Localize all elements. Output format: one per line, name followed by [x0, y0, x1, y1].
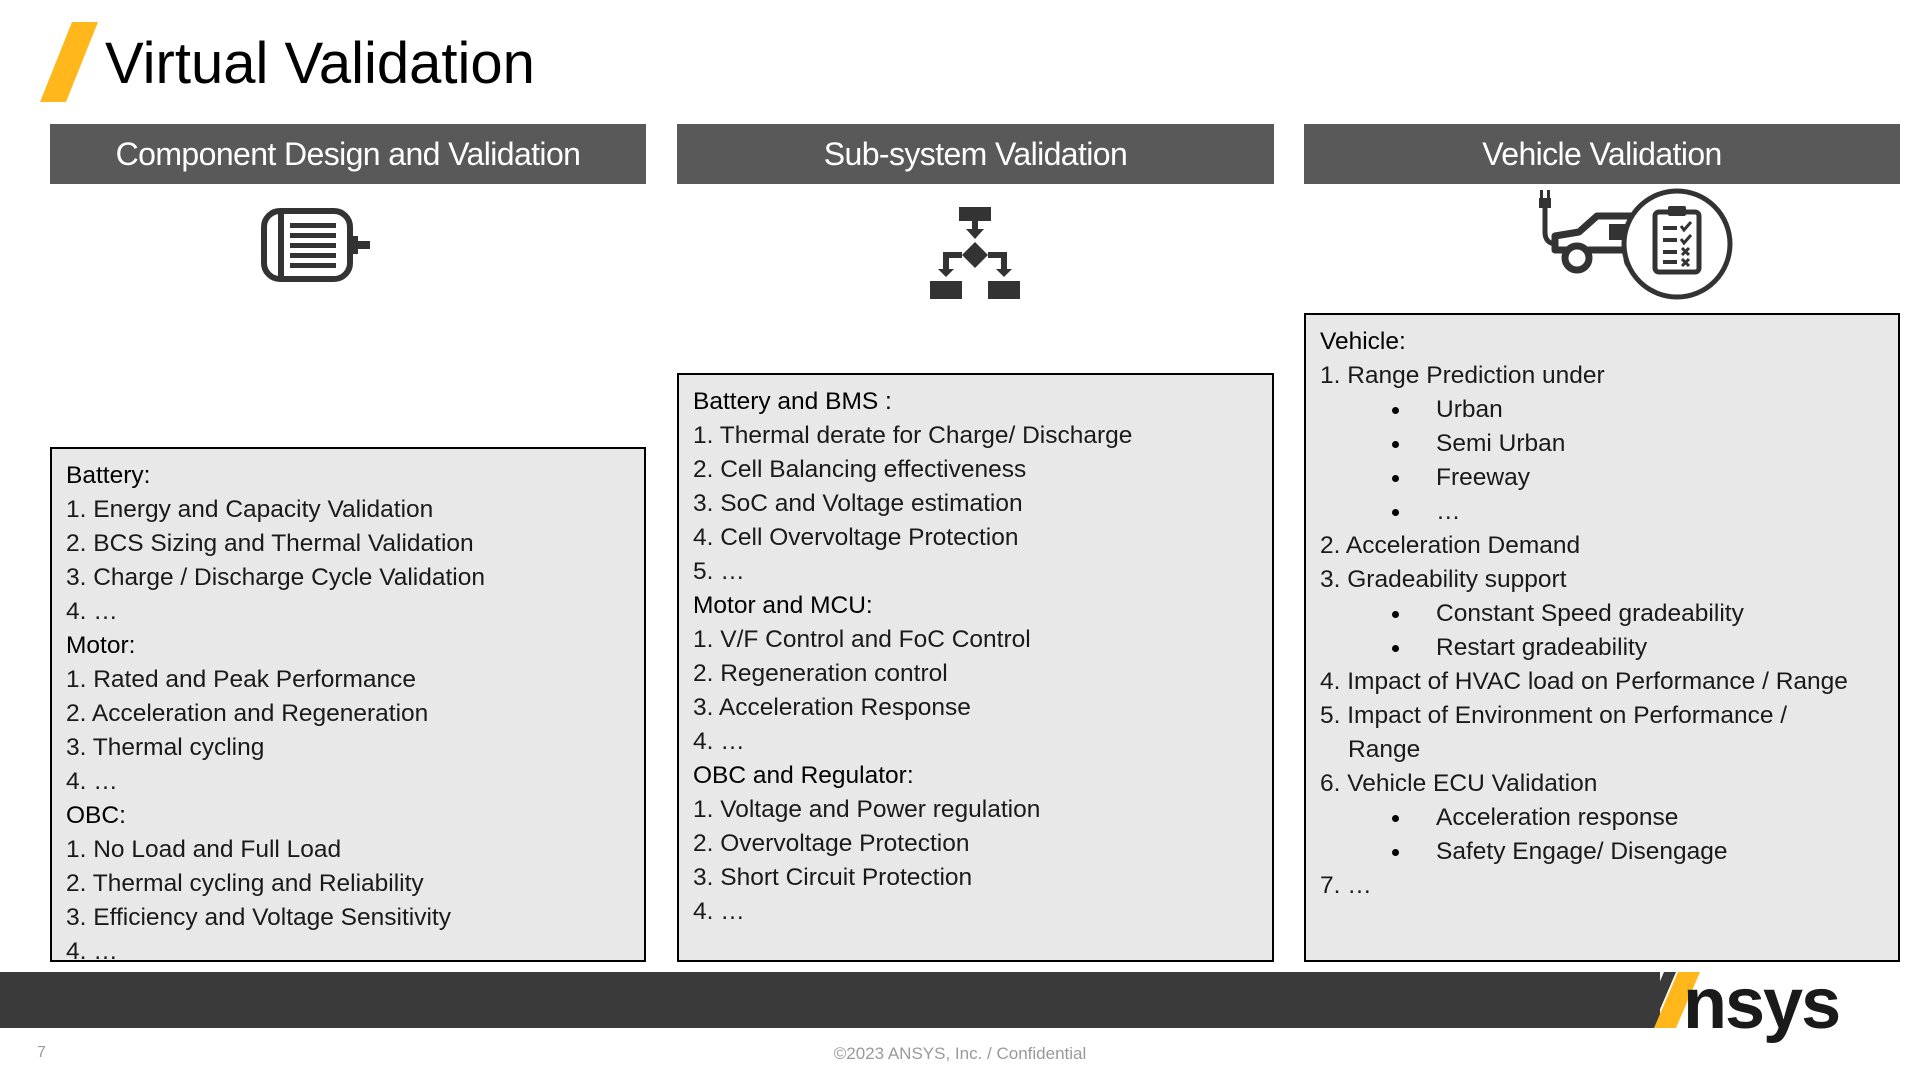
section-heading: Vehicle: — [1320, 328, 1406, 355]
list-item: 2. Cell Balancing effectiveness — [693, 456, 1027, 483]
bullet-item: Acceleration response — [1320, 801, 1884, 835]
title-accent-slash — [40, 22, 98, 102]
list-item-continuation: Range — [1348, 736, 1421, 763]
motor-icon — [260, 205, 372, 285]
list-item: 4. … — [693, 898, 745, 925]
section-heading: Battery and BMS : — [693, 388, 892, 415]
subsystem-content-box — [677, 373, 1274, 962]
list-item: 1. Energy and Capacity Validation — [66, 496, 434, 523]
list-item: 3. Short Circuit Protection — [693, 864, 973, 891]
vehicle-content-box — [1304, 313, 1900, 962]
bullet-icon — [1392, 495, 1436, 529]
list-item: 3. Acceleration Response — [693, 694, 971, 721]
section-heading: Motor and MCU: — [693, 592, 873, 619]
list-item: 2. Thermal cycling and Reliability — [66, 870, 424, 897]
list-item: 1. Thermal derate for Charge/ Discharge — [693, 422, 1133, 449]
list-item: 3. Efficiency and Voltage Sensitivity — [66, 904, 451, 931]
footer-bar — [0, 972, 1920, 1028]
bullet-item: … — [1320, 495, 1884, 529]
bullet-icon — [1392, 461, 1436, 495]
list-item: 4. Cell Overvoltage Protection — [693, 524, 1019, 551]
list-item: 4. … — [693, 728, 745, 755]
list-item: 2. Acceleration Demand — [1320, 532, 1581, 559]
bullet-icon — [1392, 427, 1436, 461]
bullet-item: Freeway — [1320, 461, 1884, 495]
bullet-item: Restart gradeability — [1320, 631, 1884, 665]
section-heading: OBC: — [66, 802, 126, 829]
bullet-item: Semi Urban — [1320, 427, 1884, 461]
list-item: 2. Overvoltage Protection — [693, 830, 970, 857]
bullet-item: Constant Speed gradeability — [1320, 597, 1884, 631]
list-item: 2. Acceleration and Regeneration — [66, 700, 429, 727]
bullet-icon — [1392, 597, 1436, 631]
list-item: 4. … — [66, 938, 118, 962]
list-item: 4. … — [66, 598, 118, 625]
list-item: 4. Impact of HVAC load on Performance / Range — [1320, 668, 1848, 695]
list-item: 4. … — [66, 768, 118, 795]
list-item: 3. Thermal cycling — [66, 734, 265, 761]
bullet-item: Safety Engage/ Disengage — [1320, 835, 1884, 869]
list-item: 5. … — [693, 558, 745, 585]
list-item: 2. Regeneration control — [693, 660, 948, 687]
list-item: 1. V/F Control and FoC Control — [693, 626, 1031, 653]
component-content-box — [50, 447, 646, 962]
column-header-subsystem: Sub-system Validation — [677, 124, 1274, 184]
list-item: 6. Vehicle ECU Validation — [1320, 770, 1598, 797]
ansys-logo-text: nsys — [1683, 964, 1840, 1044]
section-heading: Motor: — [66, 632, 136, 659]
bullet-icon — [1392, 801, 1436, 835]
page-number: 7 — [37, 1044, 46, 1061]
page-title: Virtual Validation — [105, 31, 535, 96]
column-header-component: Component Design and Validation — [50, 124, 646, 184]
section-heading: OBC and Regulator: — [693, 762, 914, 789]
list-item: 3. Gradeability support — [1320, 566, 1567, 593]
bullet-item: Urban — [1320, 393, 1884, 427]
list-item: 2. BCS Sizing and Thermal Validation — [66, 530, 474, 557]
list-item: 5. Impact of Environment on Performance / — [1320, 702, 1788, 729]
column-header-vehicle: Vehicle Validation — [1304, 124, 1900, 184]
list-item: 3. SoC and Voltage estimation — [693, 490, 1023, 517]
copyright-notice: ©2023 ANSYS, Inc. / Confidential — [833, 1044, 1087, 1063]
bullet-icon — [1392, 631, 1436, 665]
section-heading: Battery: — [66, 462, 151, 489]
list-item: 1. Voltage and Power regulation — [693, 796, 1041, 823]
flowchart-icon — [930, 205, 1020, 301]
ev-checklist-icon — [1535, 188, 1735, 300]
list-item: 3. Charge / Discharge Cycle Validation — [66, 564, 485, 591]
list-item: 1. Range Prediction under — [1320, 362, 1605, 389]
bullet-icon — [1392, 835, 1436, 869]
list-item: 1. Rated and Peak Performance — [66, 666, 417, 693]
list-item: 7. … — [1320, 872, 1372, 899]
bullet-icon — [1392, 393, 1436, 427]
list-item: 1. No Load and Full Load — [66, 836, 342, 863]
